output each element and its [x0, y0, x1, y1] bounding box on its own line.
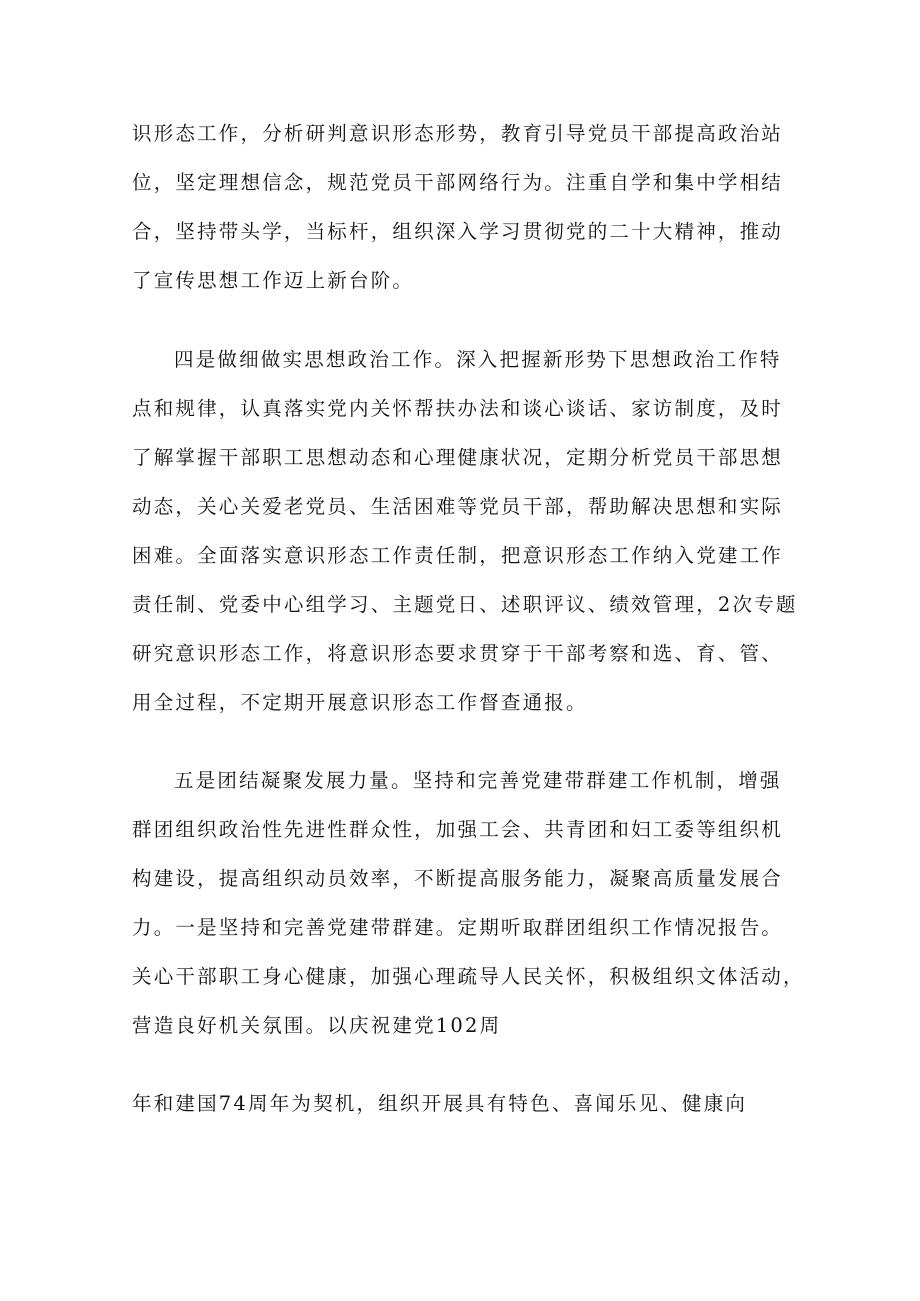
paragraph-line: 营造良好机关氛围。以庆祝建党102周	[132, 1014, 502, 1037]
paragraph-line: 点和规律，认真落实党内关怀帮扶办法和谈心谈话、家访制度，及时	[132, 397, 784, 420]
paragraph-line: 四是做细做实思想政治工作。深入把握新形势下思想政治工作特	[174, 348, 782, 371]
paragraph-line: 研究意识形态工作，将意识形态要求贯穿于干部考察和选、育、管、	[132, 642, 784, 665]
paragraph-line: 力。一是坚持和完善党建带群建。定期听取群团组织工作情况报告。	[132, 916, 784, 939]
paragraph-line: 合，坚持带头学，当标杆，组织深入学习贯彻党的二十大精神，推动	[132, 220, 784, 243]
paragraph-line: 位，坚定理想信念，规范党员干部网络行为。注重自学和集中学相结	[132, 171, 784, 194]
paragraph-line: 五是团结凝聚发展力量。坚持和完善党建带群建工作机制，增强	[174, 769, 782, 792]
paragraph-line: 构建设，提高组织动员效率，不断提高服务能力，凝聚高质量发展合	[132, 867, 784, 890]
paragraph-line: 动态，关心关爱老党员、生活困难等党员干部，帮助解决思想和实际	[132, 495, 784, 518]
paragraph-line: 用全过程，不定期开展意识形态工作督查通报。	[132, 691, 588, 714]
paragraph-line: 责任制、党委中心组学习、主题党日、述职评议、绩效管理，2次专题	[132, 593, 798, 616]
paragraph-line: 困难。全面落实意识形态工作责任制，把意识形态工作纳入党建工作	[132, 544, 784, 567]
paragraph-line: 识形态工作，分析研判意识形态形势，教育引导党员干部提高政治站	[132, 122, 784, 145]
paragraph-line: 年和建国74周年为契机，组织开展具有特色、喜闻乐见、健康向	[132, 1092, 748, 1115]
paragraph-line: 了解掌握干部职工思想动态和心理健康状况，定期分析党员干部思想	[132, 446, 784, 469]
paragraph-line: 了宣传思想工作迈上新台阶。	[132, 269, 415, 292]
paragraph-line: 关心干部职工身心健康，加强心理疏导人民关怀，积极组织文体活动，	[132, 965, 805, 988]
paragraph-line: 群团组织政治性先进性群众性，加强工会、共青团和妇工委等组织机	[132, 818, 784, 841]
